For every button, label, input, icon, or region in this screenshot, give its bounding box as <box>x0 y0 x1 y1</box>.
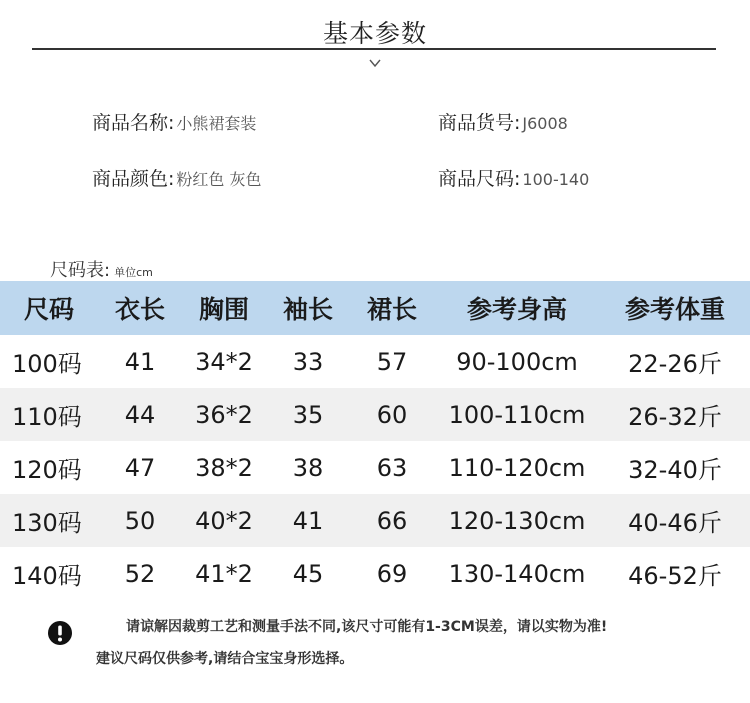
table-row <box>0 388 750 441</box>
column-header: 袖长 <box>266 281 350 335</box>
table-cell: 26-32斤 <box>600 388 750 441</box>
table-cell: 120-130cm <box>434 494 600 547</box>
table-cell: 50 <box>98 494 182 547</box>
chevron-down-icon <box>368 56 382 70</box>
table-cell: 47 <box>124 453 156 482</box>
table-cell: 90-100cm <box>456 347 578 376</box>
info-value: 小熊裙套装 <box>176 114 257 133</box>
title-divider <box>32 48 716 50</box>
table-row <box>0 335 750 388</box>
table-cell: 110码 <box>0 388 98 441</box>
table-cell: 38*2 <box>195 453 253 482</box>
table-cell: 110-120cm <box>448 453 586 482</box>
column-header: 参考体重 <box>600 281 750 335</box>
table-cell: 44 <box>98 388 182 441</box>
table-row <box>0 441 750 494</box>
table-cell: 36*2 <box>182 388 266 441</box>
info-label: 商品名称: <box>92 112 175 134</box>
table-header-row <box>0 281 750 335</box>
table-cell: 40-46斤 <box>600 494 750 547</box>
exclamation-icon <box>47 620 73 646</box>
column-header: 衣长 <box>98 281 182 335</box>
column-header: 参考身高 <box>434 281 600 335</box>
column-header: 尺码 <box>0 281 98 335</box>
table-cell: 130-140cm <box>448 559 586 588</box>
info-value: 100-140 <box>522 170 590 189</box>
table-row <box>0 547 750 600</box>
info-product-size <box>438 164 589 191</box>
recommendation-note: 建议尺码仅供参考,请结合宝宝身形选择。 <box>96 651 354 667</box>
info-value: J6008 <box>522 114 568 133</box>
table-cell: 34*2 <box>195 347 253 376</box>
table-cell: 66 <box>350 494 434 547</box>
size-chart-table <box>0 281 750 600</box>
table-cell: 57 <box>376 347 408 376</box>
table-cell: 52 <box>124 559 156 588</box>
table-cell: 45 <box>292 559 324 588</box>
table-cell: 130码 <box>0 494 98 547</box>
table-cell: 46-52斤 <box>628 562 722 590</box>
info-product-sku <box>438 108 568 135</box>
table-cell: 33 <box>292 347 324 376</box>
table-cell: 120码 <box>12 456 82 484</box>
table-cell: 140码 <box>12 562 82 590</box>
table-cell: 63 <box>376 453 408 482</box>
table-cell: 41 <box>124 347 156 376</box>
table-cell: 41 <box>266 494 350 547</box>
info-product-name <box>92 108 256 135</box>
table-cell: 60 <box>350 388 434 441</box>
disclaimer-note: 请谅解因裁剪工艺和测量手法不同,该尺寸可能有1-3CM误差，请以实物为准! <box>126 619 608 635</box>
info-label: 商品尺码: <box>438 168 521 190</box>
info-product-color <box>92 164 262 191</box>
page-title: 基本参数 <box>322 19 427 48</box>
table-cell: 22-26斤 <box>628 350 722 378</box>
table-row <box>0 494 750 547</box>
table-cell: 100码 <box>12 350 82 378</box>
info-label: 商品货号: <box>438 112 521 134</box>
table-cell: 41*2 <box>195 559 253 588</box>
table-cell: 69 <box>376 559 408 588</box>
size-chart-unit: 单位cm <box>114 266 153 279</box>
table-cell: 100-110cm <box>434 388 600 441</box>
table-cell: 40*2 <box>182 494 266 547</box>
column-header: 裙长 <box>350 281 434 335</box>
size-chart-label <box>50 256 153 282</box>
info-label: 商品颜色: <box>92 168 175 190</box>
size-chart-title: 尺码表: <box>50 260 111 281</box>
table-cell: 35 <box>266 388 350 441</box>
column-header: 胸围 <box>182 281 266 335</box>
info-value: 粉红色 灰色 <box>176 170 262 189</box>
table-cell: 38 <box>292 453 324 482</box>
table-cell: 32-40斤 <box>628 456 722 484</box>
